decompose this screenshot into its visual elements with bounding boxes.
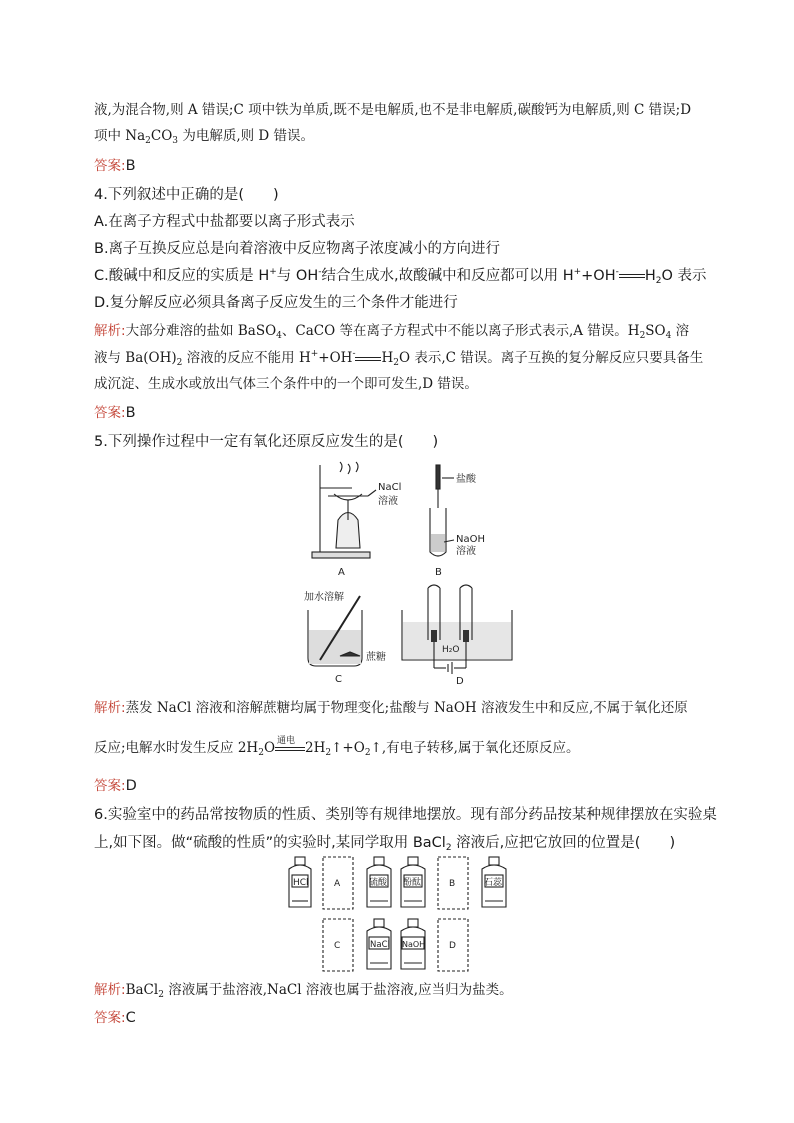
bottle-nacl-label: NaCl — [370, 940, 390, 950]
q4-explanation-line2: 液与 $Ba(OH)_2$ 溶液的反应不能用 H++OH- $H_2O$ 表示,C 错误。离子互换的复分解反应只要具备生 — [94, 349, 704, 368]
b-label-solution: 溶液 — [456, 546, 476, 557]
apparatus-d-electrolysis — [402, 585, 512, 674]
c-label-sucrose: 蔗糖 — [366, 652, 386, 663]
apparatus-a-evaporation — [312, 462, 376, 558]
d-caption: D — [456, 676, 464, 687]
q4-answer: 答案:B — [94, 405, 136, 421]
slot-c-label: C — [334, 941, 341, 951]
q3-explanation-line1: 液,为混合物,则 A 错误;C 项中铁为单质,既不是电解质,也不是非电解质,碳酸钙为电解质,则 C 错误;D — [94, 102, 692, 118]
q5-stem: 5.下列操作过程中一定有氧化还原反应发生的是( ) — [94, 434, 439, 450]
q4-option-b: B.离子互换反应总是向着溶液中反应物离子浓度减小的方向进行 — [94, 241, 501, 257]
q6-reagent-shelf-figure — [283, 855, 513, 975]
q4-option-c: C.酸碱中和反应的实质是 H+与 OH-结合生成水,故酸碱中和反应都可以用 H++OH- $H_2O$ 表示 — [94, 267, 707, 286]
d-label-water: H₂O — [442, 645, 460, 655]
q5-apparatus-figure — [290, 460, 520, 690]
q3-explanation-line2: 项中 $Na_2CO_3$ 为电解质,则 D 错误。 — [94, 128, 315, 146]
c-label-dissolve: 加水溶解 — [304, 592, 344, 603]
apparatus-b-testtube — [430, 465, 454, 556]
bottle-phenolphthalein-label: 酚酞 — [403, 878, 422, 888]
bottle-naoh-label: NaOH — [402, 940, 426, 949]
a-label-solution: 溶液 — [378, 496, 398, 507]
q6-stem-line1: 6.实验室中的药品常按物质的性质、类别等有规律地摆放。现有部分药品按某种规律摆放在实验桌 — [94, 807, 717, 823]
bottle-hcl-label: HCl — [293, 878, 309, 888]
a-label-nacl: NaCl — [378, 482, 402, 493]
c-caption: C — [335, 674, 342, 685]
q4-option-a: A.在离子方程式中盐都要以离子形式表示 — [94, 214, 355, 230]
bottle-sulfuric-acid-label: 硫酸 — [369, 878, 388, 888]
q6-explanation: 解析:BaCl$_2$ 溶液属于盐溶液,NaCl 溶液也属于盐溶液,应当归为盐类。 — [94, 982, 513, 1000]
q6-stem-line2: 上,如下图。做“硫酸的性质”的实验时,某同学取用 BaCl$_2$ 溶液后,应把它放回的位置是( ) — [94, 835, 676, 853]
q5-answer: 答案:D — [94, 778, 137, 794]
slot-b-label: B — [449, 879, 456, 889]
q6-answer: 答案:C — [94, 1010, 136, 1026]
slot-d-label: D — [449, 941, 456, 951]
q4-option-d: D.复分解反应必须具备离子反应发生的三个条件才能进行 — [94, 295, 458, 311]
q4-explanation-line3: 成沉淀、生成水或放出气体三个条件中的一个即可发生,D 错误。 — [94, 376, 478, 392]
q5-explanation-line2: 反应;电解水时发生反应 $2H_2O$ 通电 $2H_2↑+O_2↑$,有电子转移,属于氧化还原反应。 — [94, 735, 580, 758]
q4-explanation-line1: 解析:大部分难溶的盐如 BaSO$_4$、CaCO 等在离子方程式中不能以离子形式表示,A 错误。$H_2SO_4$ 溶 — [94, 323, 690, 341]
q4-stem: 4.下列叙述中正确的是( ) — [94, 187, 279, 203]
a-caption: A — [338, 567, 345, 578]
slot-a-label: A — [334, 879, 341, 889]
b-label-naoh: NaOH — [456, 534, 485, 545]
b-caption: B — [435, 567, 442, 578]
bottle-litmus-label: 石蕊 — [484, 878, 503, 888]
q5-explanation-line1: 解析:蒸发 NaCl 溶液和溶解蔗糖均属于物理变化;盐酸与 NaOH 溶液发生中和反应,不属于氧化还原 — [94, 700, 688, 716]
q3-answer: 答案:B — [94, 158, 136, 174]
apparatus-c-beaker — [308, 596, 362, 666]
b-label-hcl: 盐酸 — [456, 474, 476, 485]
